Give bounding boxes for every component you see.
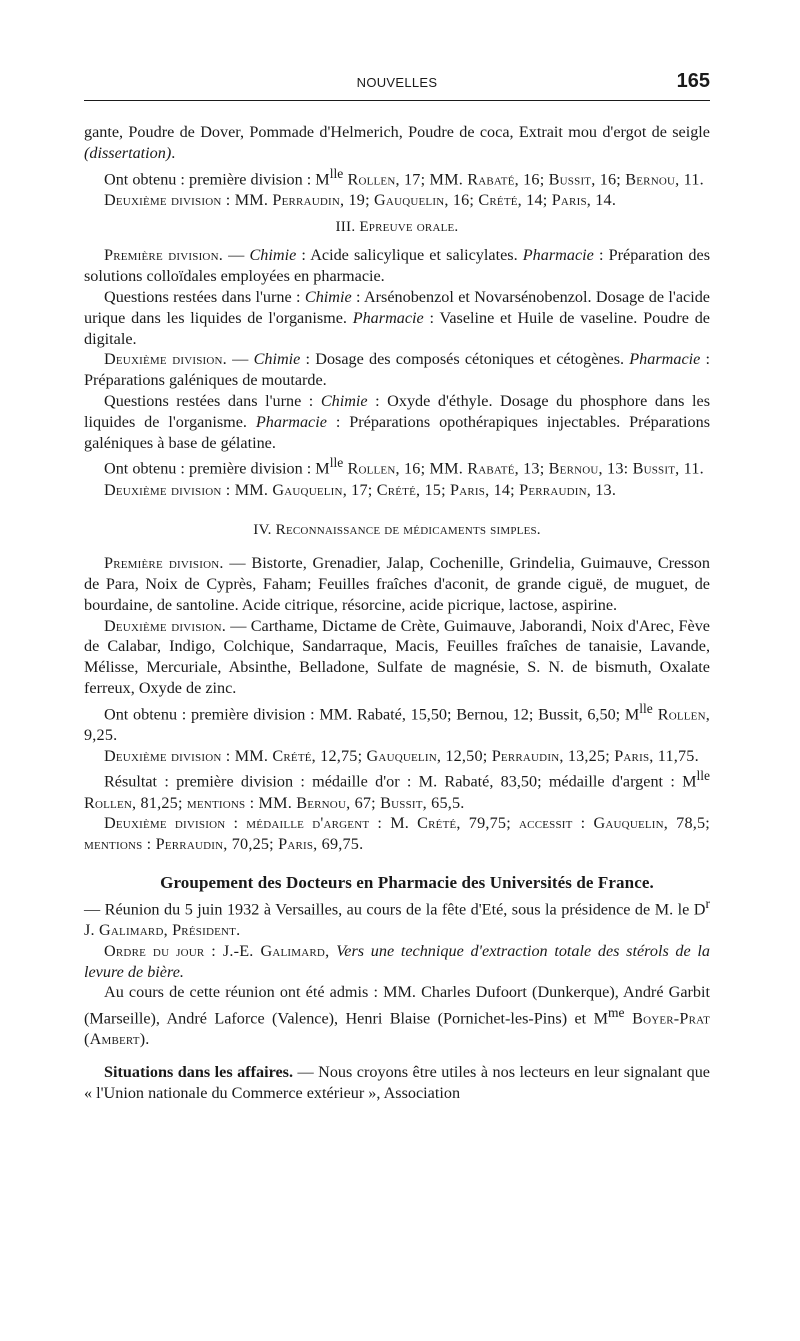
paragraph-results-first-division-recognition: Ont obtenu : première division : MM. Rabaté, 15,50; Bernou, 12; Bussit, 6,50; $M^{lle}$ Rollen, 9,25. [84, 700, 710, 744]
paragraph-questions-urne-1: Questions restées dans l'urne : Chimie : Arsénobenzol et Novarsénobenzol. Dosage de l'acide urique dans les liquides de l'organisme. Pharmacie : Vaseline et Huile de vaseline. Poudre de digitale. [84, 287, 710, 348]
situations-paragraph: Situations dans les affaires. — Nous croyons être utiles à nos lecteurs en leur signalant que « l'Union nationale du Commerce extérieur », Association [84, 1063, 710, 1103]
paragraph-dissertation: gante, Poudre de Dover, Pommade d'Helmerich, Poudre de coca, Extrait mou d'ergot de seigle (dissertation). [84, 123, 710, 162]
paragraph-results-second-division-oral: Deuxième division : MM. Gauquelin, 17; Crété, 15; Paris, 14; Perraudin, 13. [104, 480, 617, 499]
groupement-paragraph-ordre-du-jour: Ordre du jour : J.-E. Galimard, Vers une technique d'extraction totale des stérols de la levure de bière. [84, 941, 710, 981]
paragraph-final-result: Résultat : première division : médaille d'or : M. Rabaté, 83,50; médaille d'argent : $M^{lle}$ Rollen, 81,25; mentions : MM. Bernou, 67; Bussit, 65,5. [84, 768, 710, 812]
spacer [84, 1050, 710, 1062]
section-heading-epreuve-orale: III. Epreuve orale. [335, 217, 459, 235]
paragraph-results-first-division-oral: Ont obtenu : première division : $M^{lle}$ Rollen, 16; MM. Rabaté, 13; Bernou, 13: Bussit, 11. [104, 455, 704, 478]
paragraph-oral-second-division: Deuxième division. — Chimie : Dosage des composés cétoniques et cétogènes. Pharmacie : Préparations galéniques de moutarde. [84, 350, 711, 390]
paragraph-results-second-division-written: Deuxième division : MM. Perraudin, 19; Gauquelin, 16; Crété, 14; Paris, 14. [104, 190, 617, 209]
spacer [84, 855, 710, 873]
groupement-title: Groupement des Docteurs en Pharmacie des Universités de France. [160, 873, 654, 893]
paragraph-questions-urne-2: Questions restées dans l'urne : Chimie : Oxyde d'éthyle. Dosage du phosphore dans les liquides de l'organisme. Pharmacie : Préparations opothérapiques injectables. Préparations galéniques à base de gélatine. [84, 391, 711, 452]
paragraph-recognition-second-division: Deuxième division. — Carthame, Dictame de Crète, Guimauve, Jaborandi, Noix d'Arec, Fève de Calabar, Indigo, Colchique, Sandarraque, Macis, Feuilles fraîches de tanaisie, Lavande, Mélisse, Mercuriale, Absinthe, Belladone, Sulfate de magnésie, S. N. de bismuth, Oxalate ferreux, Oxyde de zinc. [84, 616, 710, 697]
section-heading-reconnaissance: IV. Reconnaissance de médicaments simples. [253, 521, 541, 539]
groupement-paragraph-admis: Au cours de cette réunion ont été admis : MM. Charles Dufoort (Dunkerque), André Garbit (Marseille), André Laforce (Valence), Henri Blaise (Pornichet-les-Pins) et $M^{me}$ Boyer-Prat (Ambert). [84, 983, 710, 1049]
page-header [84, 68, 710, 98]
paragraph-recognition-first-division: Première division. — Bistorte, Grenadier, Jalap, Cochenille, Grindelia, Guimauve, Cresson de Para, Noix de Cyprès, Faham; Feuilles fraîches d'aconit, de grande ciguë, de muguet, de bourdaine, de santoline. Acide citrique, résorcine, acide picrique, lactose, aspirine. [84, 554, 710, 614]
running-title: NOUVELLES [356, 75, 438, 90]
paragraph-results-second-division-recognition: Deuxième division : MM. Crété, 12,75; Gauquelin, 12,50; Perraudin, 13,25; Paris, 11,75. [104, 746, 699, 765]
page-number: 165 [676, 70, 710, 92]
paragraph-final-result-second-division: Deuxième division : médaille d'argent : M. Crété, 79,75; accessit : Gauquelin, 78,5; mentions : Perraudin, 70,25; Paris, 69,75. [84, 814, 710, 854]
paragraph-results-first-division-written: Ont obtenu : première division : $M^{lle}$ Rollen, 17; MM. Rabaté, 16; Bussit, 16; Bernou, 11. [104, 165, 704, 188]
groupement-paragraph-reunion: — Réunion du 5 juin 1932 à Versailles, au cours de la fête d'Eté, sous la présidence de M. le $D^r$ J. Galimard, Président. [84, 895, 710, 940]
paragraph-oral-first-division: Première division. — Chimie : Acide salicylique et salicylates. Pharmacie : Préparation des solutions colloïdales employées en pharmacie. [84, 246, 710, 286]
page-body [84, 122, 710, 1104]
header-rule [84, 100, 710, 101]
